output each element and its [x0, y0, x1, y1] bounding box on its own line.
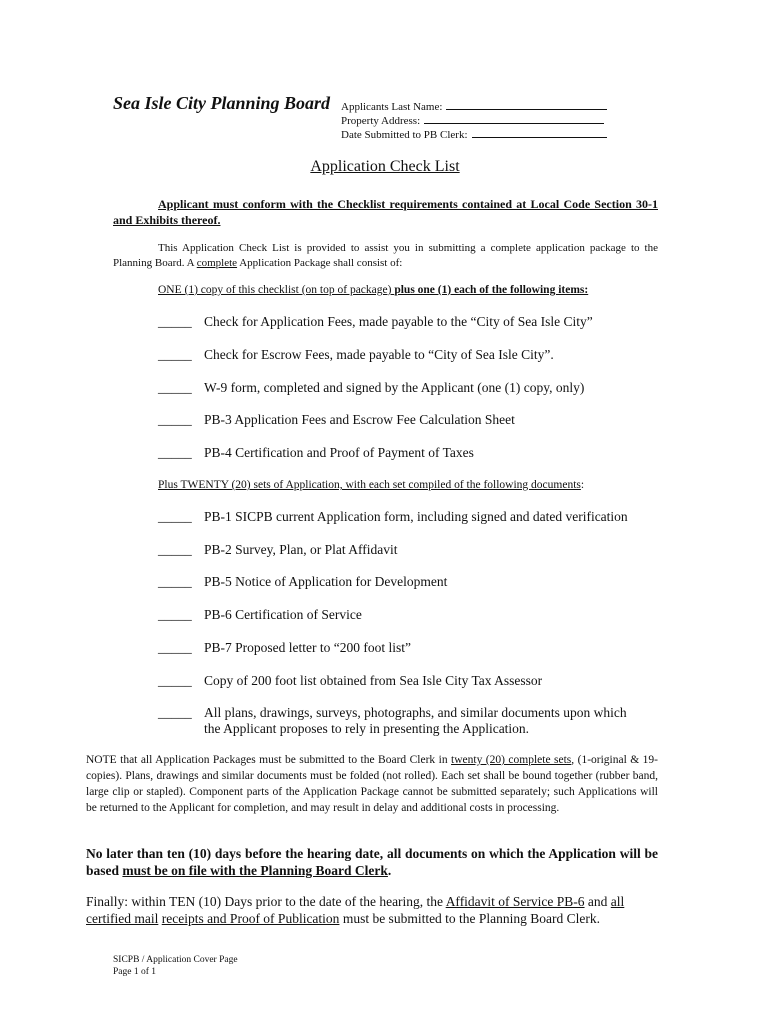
intro-paragraph: This Application Check List is provided to assist you in submitting a complete application package to the Planning Board. A complete Application Package shall consist of: [113, 242, 658, 269]
checkbox-blank[interactable]: _____ [158, 640, 192, 655]
checklist-item: _____ Copy of 200 foot list obtained from Sea Isle City Tax Assessor [158, 673, 543, 688]
section-two-heading: Plus TWENTY (20) sets of Application, with each set compiled of the following documents: [158, 479, 585, 491]
checkbox-blank[interactable]: _____ [158, 673, 192, 688]
checkbox-blank[interactable]: _____ [158, 705, 192, 720]
last-name-label: Applicants Last Name: [341, 101, 443, 113]
checklist-item: _____ PB-5 Notice of Application for Development [158, 574, 448, 589]
checklist-item: _____ PB-4 Certification and Proof of Payment of Taxes [158, 445, 474, 460]
note-paragraph: NOTE that all Application Packages must be submitted to the Board Clerk in twenty (20) complete sets, (1-original & 19-copies). Plans, drawings and similar documents must be folded (not rolled). Each set shall be bound together (rubber band, large clip or stapled). Component parts of the Application Package cannot be submitted separately; such Applications will be returned to the Applicant for completion, and may result in delay and additional costs in processing. [86, 754, 658, 814]
checkbox-blank[interactable]: _____ [158, 509, 192, 524]
board-title: Sea Isle City Planning Board [113, 93, 331, 113]
checklist-item: _____ Check for Application Fees, made payable to the “City of Sea Isle City” [158, 314, 593, 329]
checklist-item: _____ W-9 form, completed and signed by the Applicant (one (1) copy, only) [158, 380, 585, 395]
checkbox-blank[interactable]: _____ [158, 445, 192, 460]
property-address-label: Property Address: [341, 115, 421, 127]
checkbox-blank[interactable]: _____ [158, 412, 192, 427]
checklist-item: _____ PB-1 SICPB current Application form, including signed and dated verification [158, 509, 628, 524]
date-submitted-field[interactable] [472, 127, 607, 138]
checkbox-blank[interactable]: _____ [158, 574, 192, 589]
date-submitted-label: Date Submitted to PB Clerk: [341, 129, 468, 141]
footer: SICPB / Application Cover Page Page 1 of 1 [113, 955, 238, 977]
last-name-field[interactable] [446, 99, 607, 110]
page-title: Application Check List [310, 158, 460, 175]
property-address-field[interactable] [424, 113, 604, 124]
property-address-row [341, 113, 604, 127]
checkbox-blank[interactable]: _____ [158, 347, 192, 362]
date-submitted-row [341, 127, 607, 141]
checklist-item: _____ All plans, drawings, surveys, photographs, and similar documents upon which the Applicant proposes to rely in presenting the Application. [158, 705, 627, 736]
checkbox-blank[interactable]: _____ [158, 542, 192, 557]
checkbox-blank[interactable]: _____ [158, 607, 192, 622]
checklist-item: _____ PB-3 Application Fees and Escrow Fee Calculation Sheet [158, 412, 515, 427]
checkbox-blank[interactable]: _____ [158, 380, 192, 395]
checklist-item: _____ PB-7 Proposed letter to “200 foot list” [158, 640, 411, 655]
section-one-heading: ONE (1) copy of this checklist (on top of package) plus one (1) each of the following items: [158, 284, 589, 296]
checklist-item: _____ PB-2 Survey, Plan, or Plat Affidavit [158, 542, 398, 557]
checkbox-blank[interactable]: _____ [158, 314, 192, 329]
conform-statement: Applicant must conform with the Checklist requirements contained at Local Code Section 30-1 and Exhibits thereof. [113, 197, 658, 227]
last-name-row [341, 99, 607, 113]
finally-paragraph: Finally: within TEN (10) Days prior to the date of the hearing, the Affidavit of Service PB-6 and all certified mail receipts and Proof of Publication must be submitted to the Planning Board Clerk. [86, 894, 625, 926]
deadline-paragraph: No later than ten (10) days before the hearing date, all documents on which the Application will be based must be on file with the Planning Board Clerk. [86, 846, 658, 878]
checklist-item: _____ PB-6 Certification of Service [158, 607, 362, 622]
checklist-item: _____ Check for Escrow Fees, made payable to “City of Sea Isle City”. [158, 347, 554, 362]
